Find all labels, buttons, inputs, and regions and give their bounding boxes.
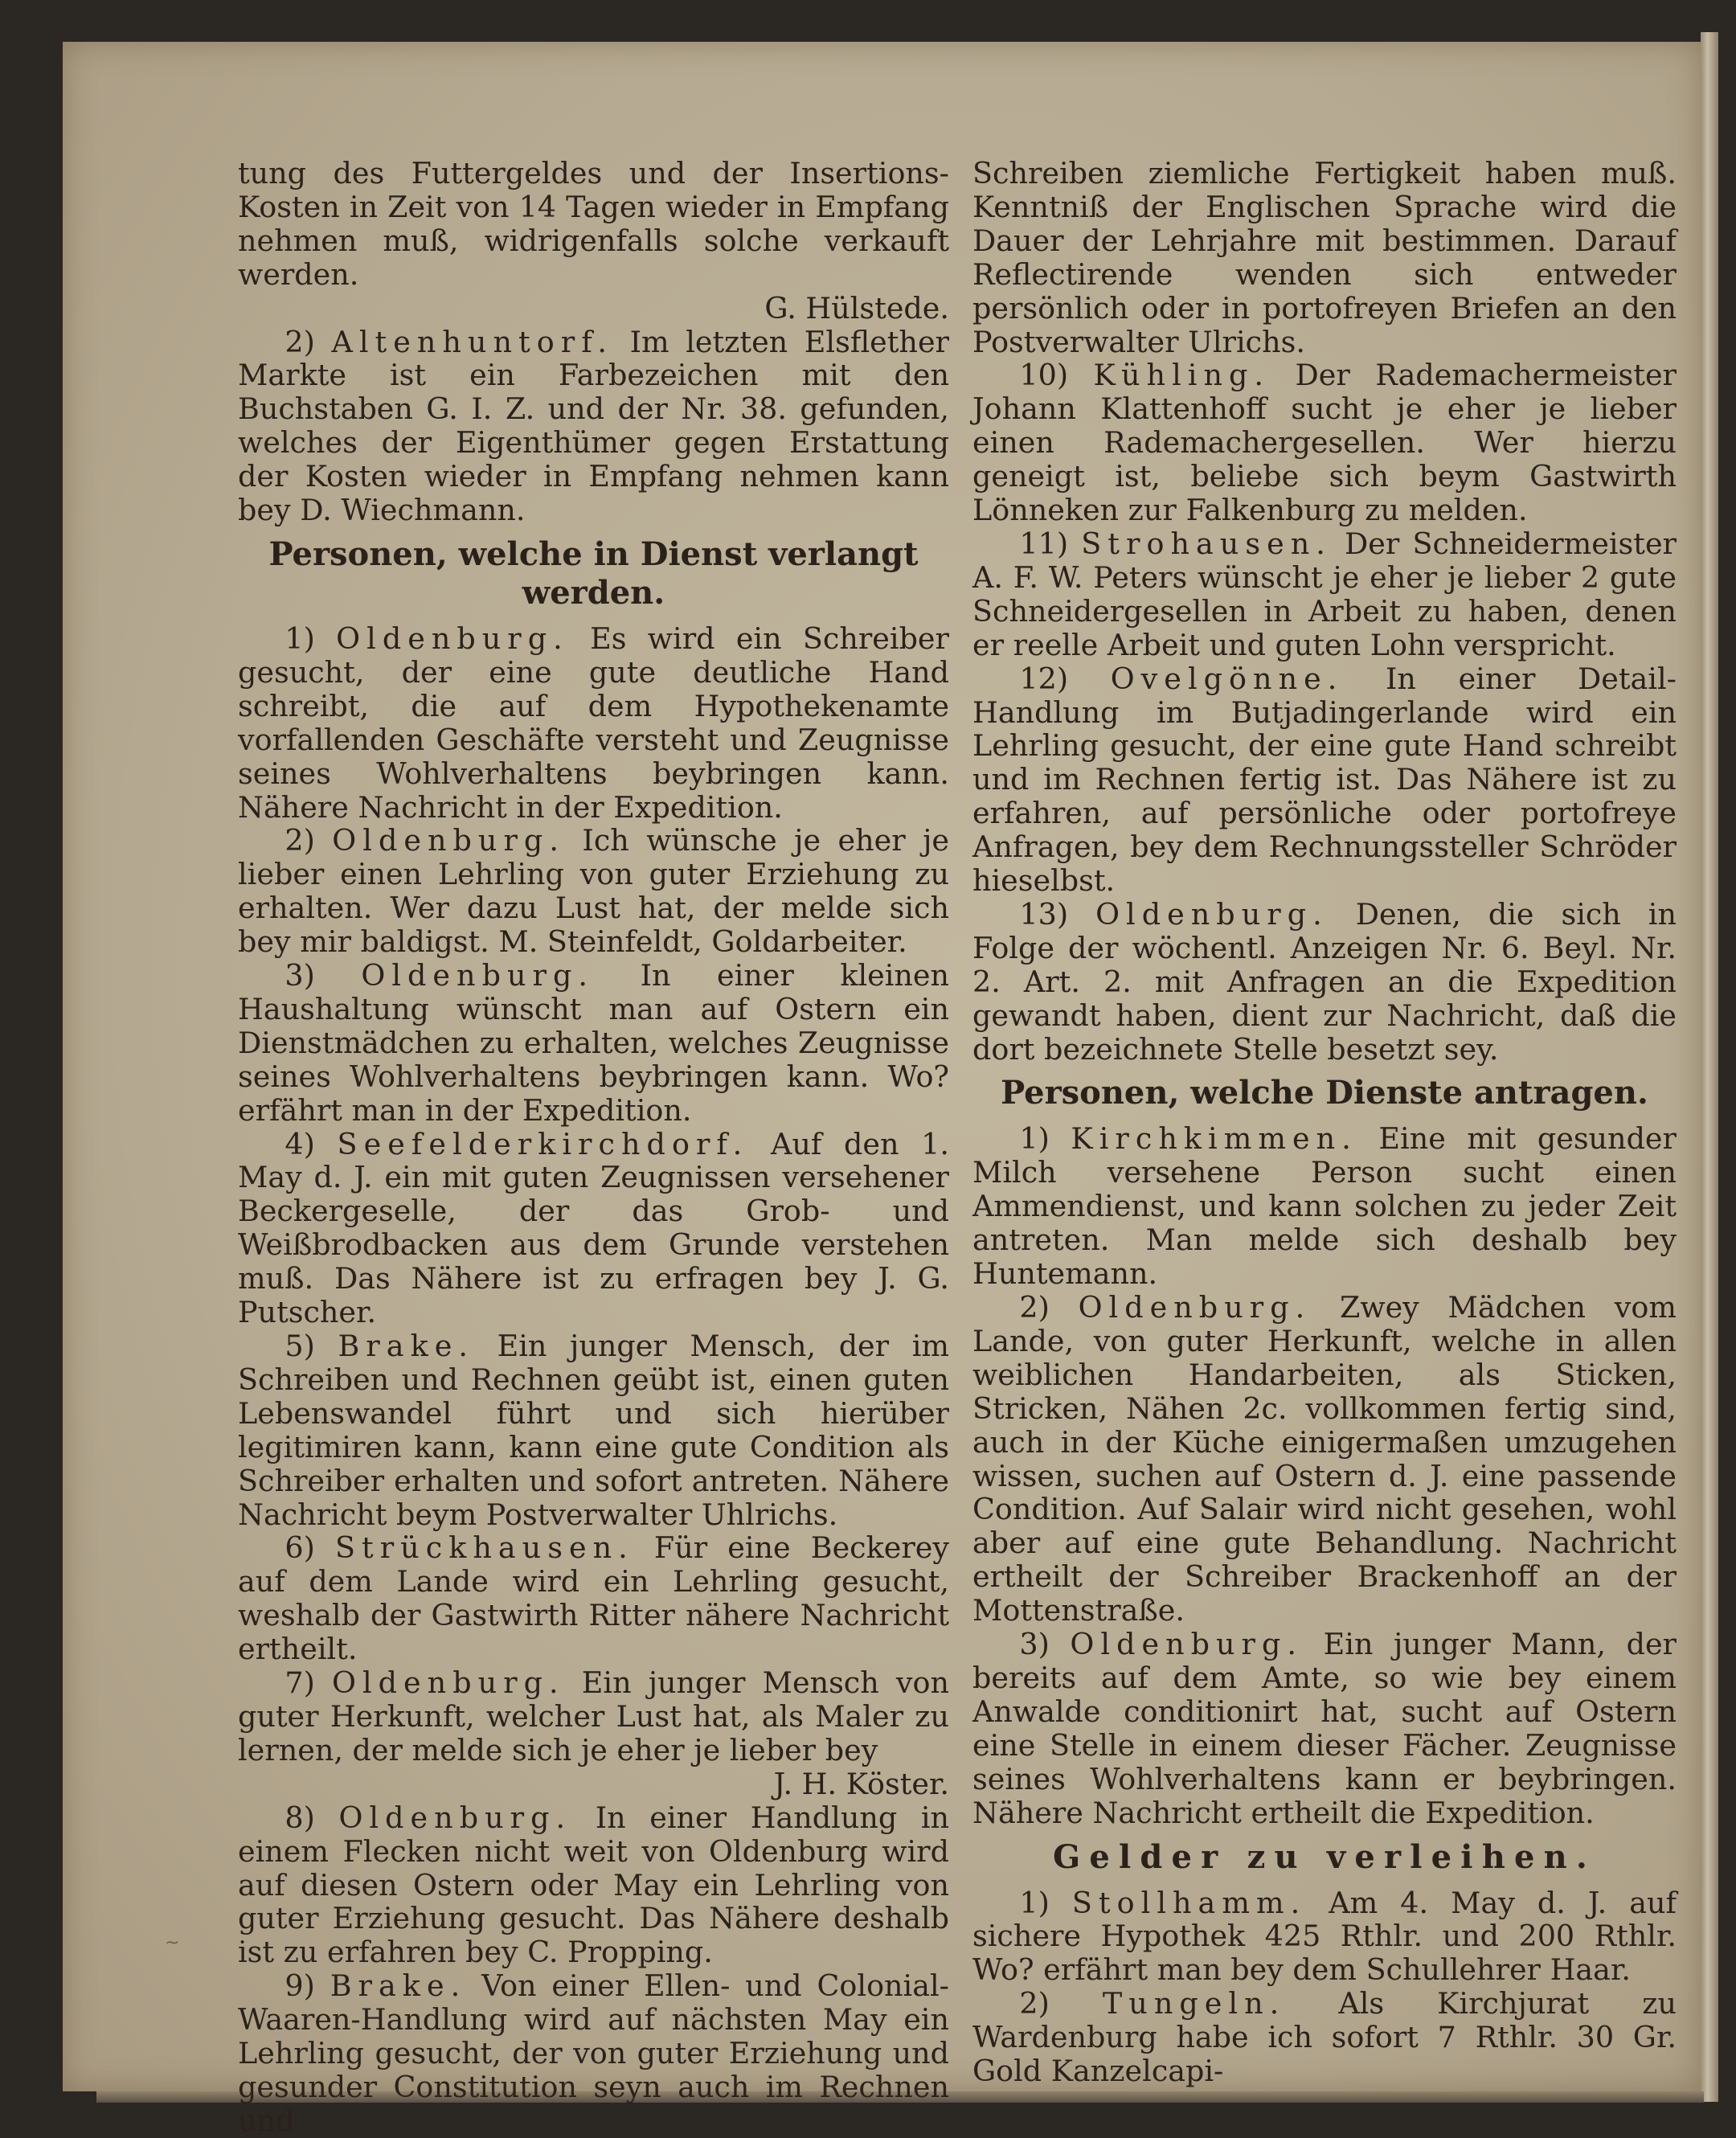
place-name: Altenhuntorf. [331, 324, 614, 359]
item-text: Im letzten Elsflether Markte ist ein Farbezeichen mit den Buchstaben G. I. Z. und der Nr. 38. gefunden, welches der Eigenthümer gegen Erstattung der Kosten wieder in Empfang nehmen kann bey D. Wiechmann. [238, 324, 949, 528]
section-heading-wanted: Personen, welche in Dienst verlangt werden. [268, 534, 919, 612]
wanted-item [972, 358, 1677, 527]
place-name: Seefelderkirchdorf. [337, 1126, 749, 1161]
item-number: 1) [1019, 1121, 1050, 1157]
item-text: Eine mit gesunder Milch versehene Person sucht einen Ammendienst, und kann solchen zu jeder Zeit antreten. Man melde sich deshalb bey Huntemann. [972, 1121, 1677, 1292]
item-number: 3) [285, 958, 315, 993]
item-signature: J. H. Köster. [773, 1766, 949, 1801]
item-number: 2) [1019, 1986, 1050, 2021]
item-number: 3) [1019, 1627, 1050, 1662]
item-number: 2) [285, 324, 315, 359]
item-text: Ein junger Mann, der bereits auf dem Amte, so wie bey einem Anwalde conditionirt hat, sucht auf Ostern eine Stelle in einem dieser Fächer. Zeugnisse seines Wohlverhaltens kann er beybringen. Nähere Nachricht ertheilt die Expedition. [972, 1627, 1677, 1830]
item-number: 11) [1019, 526, 1069, 561]
wanted-item [238, 1531, 949, 1666]
item-text: Als Kirchjurat zu Wardenburg habe ich sofort 7 Rthlr. 30 Gr. Gold Kanzelcapi- [972, 1986, 1677, 2089]
wanted-item [238, 824, 949, 959]
loan-item [972, 1886, 1677, 1988]
section-heading-offers: Personen, welche Dienste antragen. [1001, 1074, 1648, 1112]
place-name: Tungeln. [1102, 1986, 1286, 2021]
item-text: Für eine Beckerey auf dem Lande wird ein Lehrling gesucht, weshalb der Gastwirth Ritter nähere Nachricht ertheilt. [238, 1530, 949, 1667]
place-name: Ovelgönne. [1110, 661, 1344, 696]
wanted-item [238, 1969, 949, 2138]
place-name: Oldenburg. [336, 621, 569, 656]
item-number: 8) [285, 1800, 315, 1835]
place-name: Oldenburg. [338, 1800, 572, 1835]
loan-item [972, 1987, 1677, 2088]
item-number: 10) [1019, 358, 1069, 393]
item-number: 4) [285, 1126, 315, 1161]
item-number: 2) [1019, 1290, 1050, 1325]
wanted-item [972, 662, 1677, 898]
item-text: Auf den 1. May d. J. ein mit guten Zeugnissen versehener Beckergeselle, der das Grob- und Weißbrodbacken aus dem Grunde verstehen muß. Das Nähere ist zu erfragen bey J. G. Putscher. [238, 1126, 949, 1330]
place-name: Kirchkimmen. [1071, 1121, 1357, 1157]
item-text: Zwey Mädchen vom Lande, von guter Herkunft, welche in allen weiblichen Handarbeiten, als Sticken, Stricken, Nähen 2c. vollkommen fertig sind, auch in der Küche einigermaßen umzugehen wissen, suchen auf Ostern d. J. eine passende Condition. Auf Salair wird nicht gesehen, wohl aber auf eine gute Behandlung. Nachricht ertheilt der Schreiber Brackenhoff an der Mottenstraße. [972, 1290, 1677, 1628]
wanted-item [972, 898, 1677, 1067]
margin-pencil-mark: ~ [165, 1933, 180, 1953]
place-name: Strohausen. [1081, 526, 1332, 561]
offer-item [972, 1122, 1677, 1291]
item-number: 5) [285, 1329, 315, 1363]
item-text: Ein junger Mensch von guter Herkunft, welcher Lust hat, als Maler zu lernen, der melde sich je eher je lieber bey [238, 1665, 949, 1767]
place-name: Oldenburg. [1095, 896, 1329, 932]
wanted-item [238, 1666, 949, 1767]
continued-notice: tung des Futtergeldes und der Insertions-Kosten in Zeit von 14 Tagen wieder in Empfang nehmen muß, widrigenfalls solche verkauft werden. [238, 156, 949, 292]
item-text: Der Rademachermeister Johann Klattenhoff sucht je eher je lieber einen Rademachergesellen. Wer hierzu geneigt ist, beliebe sich beym Gastwirth Lönneken zur Falkenburg zu melden. [972, 358, 1677, 528]
place-name: Oldenburg. [361, 958, 595, 993]
place-name: Kühling. [1093, 358, 1271, 393]
item-number: 9) [285, 1968, 315, 2004]
item-text: Ich wünsche je eher je lieber einen Lehrling von guter Erziehung zu erhalten. Wer dazu Lust hat, der melde sich bey mir baldigst. M. Steinfeldt, Goldarbeiter. [238, 823, 950, 960]
offer-item [972, 1291, 1677, 1628]
place-name: Oldenburg. [1078, 1290, 1312, 1325]
offer-item [972, 1628, 1677, 1829]
item-text: Am 4. May d. J. auf sichere Hypothek 425 Rthlr. und 200 Rthlr. Wo? erfährt man bey dem Schullehrer Haar. [972, 1885, 1677, 1988]
wanted-item [238, 959, 949, 1128]
wanted-item [238, 1329, 949, 1531]
item-number: 13) [1019, 896, 1069, 932]
place-name: Oldenburg. [1070, 1627, 1304, 1662]
item-text: Der Schneidermeister A. F. W. Peters wünscht je eher je lieber 2 gute Schneidergesellen in Arbeit zu haben, denen er reelle Arbeit und guten Lohn verspricht. [972, 526, 1677, 662]
continued-item: Schreiben ziemliche Fertigkeit haben muß. Kenntniß der Englischen Sprache wird die Dauer der Lehrjahre mit bestimmen. Darauf Reflectirende wenden sich entweder persönlich oder in portofreyen Briefen an den Postverwalter Ulrichs. [972, 156, 1677, 359]
section-heading-loans: Gelder zu verleihen. [1052, 1837, 1597, 1876]
item-number: 7) [285, 1665, 315, 1701]
wanted-item [238, 1128, 949, 1329]
wanted-item [972, 527, 1677, 662]
item-number: 1) [285, 621, 315, 656]
item-number: 6) [285, 1530, 315, 1566]
item-number: 1) [1019, 1885, 1050, 1920]
wanted-item [238, 1801, 949, 1970]
right-column [972, 157, 1677, 2088]
item-text: Ein junger Mensch, der im Schreiben und Rechnen geübt ist, einen guten Lebenswandel führt und sich hierüber legitimiren kann, kann eine gute Condition als Schreiber erhalten und sofort antreten. Nähere Nachricht beym Postverwalter Uhlrichs. [238, 1329, 949, 1532]
place-name: Stollhamm. [1071, 1885, 1307, 1920]
place-name: Brake. [330, 1968, 467, 2004]
left-column [238, 157, 949, 2138]
place-name: Oldenburg. [331, 1665, 565, 1701]
wanted-item [238, 622, 949, 824]
item-text: In einer kleinen Haushaltung wünscht man auf Ostern ein Dienstmädchen zu erhalten, welches Zeugnisse seines Wohlverhaltens beybringen kann. Wo? erfährt man in der Expedition. [238, 958, 950, 1128]
item-text: Es wird ein Schreiber gesucht, der eine gute deutliche Hand schreibt, die auf dem Hypothekenamte vorfallenden Geschäfte versteht und Zeugnisse seines Wohlverhaltens beybringen kann. Nähere Nachricht in der Expedition. [238, 621, 949, 825]
page-edge-right [1701, 32, 1718, 2102]
place-name: Strückhausen. [334, 1530, 634, 1566]
place-name: Oldenburg. [332, 823, 565, 858]
item-text: Denen, die sich in Folge der wöchentl. Anzeigen Nr. 6. Beyl. Nr. 2. Art. 2. mit Anfragen an die Expedition gewandt haben, dient zur Nachricht, daß die dort bezeichnete Stelle besetzt sey. [972, 896, 1677, 1067]
place-name: Brake. [338, 1329, 474, 1363]
item-number: 12) [1019, 661, 1069, 696]
item-text: In einer Detail-Handlung im Butjadingerlande wird ein Lehrling gesucht, der eine gute Hand schreibt und im Rechnen fertig ist. Das Nähere ist zu erfahren, auf persönliche oder portofreye Anfragen, bey dem Rechnungssteller Schröder hieselbst. [972, 661, 1677, 899]
item-text: In einer Handlung in einem Flecken nicht weit von Oldenburg wird auf diesen Ostern oder May ein Lehrling von guter Erziehung gesucht. Das Nähere deshalb ist zu erfahren bey C. Propping. [238, 1800, 950, 1970]
item-text: Von einer Ellen- und Colonial-Waaren-Handlung wird auf nächsten May ein Lehrling gesucht, der von guter Erziehung und gesunder Constitution seyn auch im Rechnen und [238, 1968, 949, 2138]
notice-signature: G. Hülstede. [764, 290, 949, 326]
notice-altenhuntorf [238, 326, 949, 527]
item-number: 2) [285, 823, 315, 858]
